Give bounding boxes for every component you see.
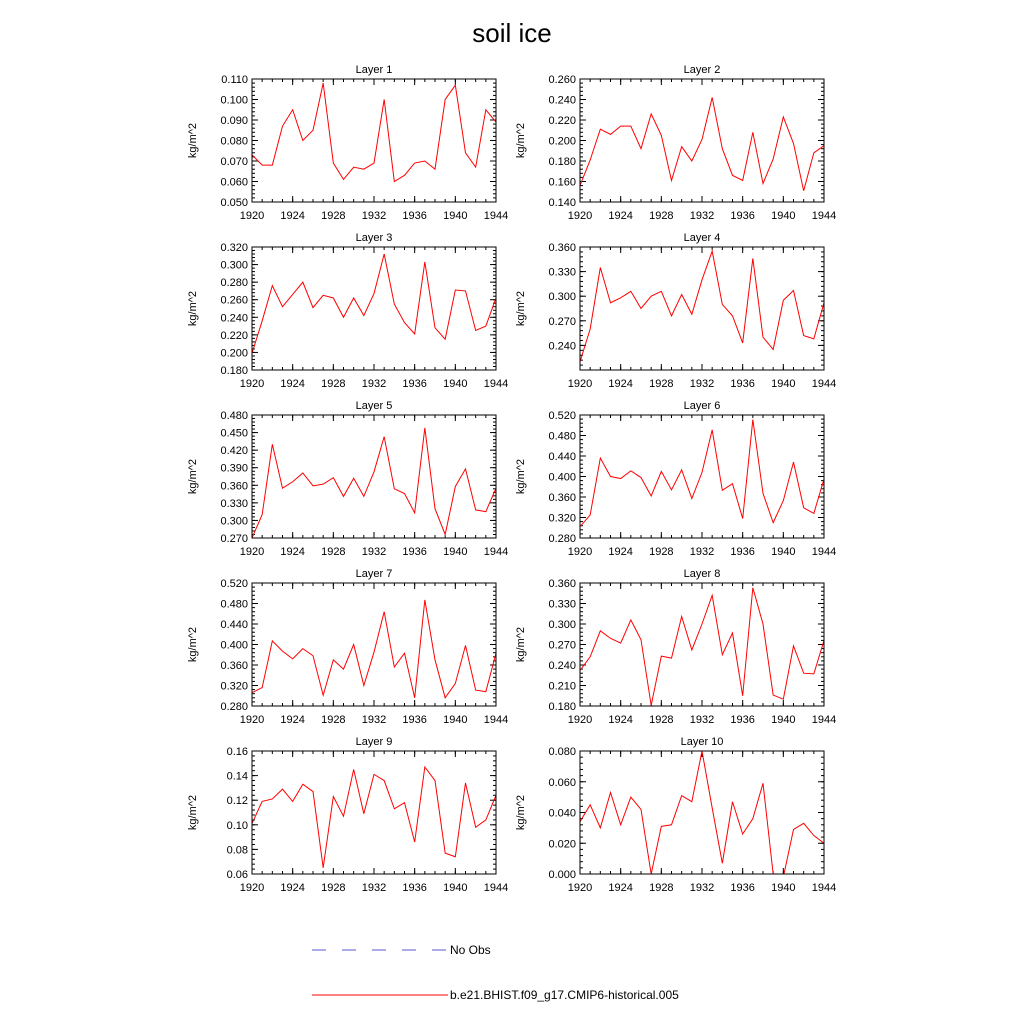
x-tick-label: 1924: [608, 210, 633, 222]
y-axis-label: kg/m^2: [515, 290, 527, 327]
y-tick-label: 0.070: [220, 156, 248, 168]
panel-layer-4: [515, 232, 836, 390]
y-tick-label: 0.240: [548, 340, 576, 353]
panel-title: Layer 5: [355, 400, 393, 412]
y-tick-label: 0.180: [548, 701, 576, 713]
y-tick-label: 0.220: [220, 329, 248, 342]
plot-frame: [580, 247, 824, 370]
x-tick-label: 1944: [811, 714, 837, 726]
panel-title: Layer 9: [355, 736, 393, 748]
y-tick-label: 0.320: [220, 242, 248, 254]
x-tick-label: 1944: [483, 378, 509, 390]
panel-title: Layer 10: [680, 736, 724, 748]
x-tick-label: 1924: [608, 882, 633, 894]
y-tick-label: 0.420: [220, 445, 248, 458]
y-tick-label: 0.330: [548, 266, 576, 279]
x-tick-label: 1920: [567, 378, 593, 390]
x-tick-label: 1920: [567, 882, 593, 894]
y-tick-label: 0.360: [548, 578, 576, 590]
y-axis-label: kg/m^2: [515, 794, 527, 831]
y-tick-label: 0.050: [220, 197, 248, 209]
x-tick-label: 1928: [321, 714, 346, 726]
y-tick-label: 0.360: [548, 242, 576, 254]
x-tick-label: 1928: [649, 546, 674, 558]
x-tick-label: 1932: [689, 210, 715, 222]
x-tick-label: 1936: [730, 546, 755, 558]
y-tick-label: 0.040: [548, 807, 576, 820]
x-tick-label: 1920: [239, 714, 265, 726]
y-axis-label: kg/m^2: [187, 290, 199, 327]
panel-title: Layer 3: [355, 232, 393, 244]
panel-title: Layer 1: [355, 64, 393, 76]
x-tick-label: 1932: [361, 378, 387, 390]
x-tick-label: 1940: [443, 714, 468, 726]
y-tick-label: 0.480: [220, 410, 248, 422]
x-tick-label: 1936: [730, 210, 755, 222]
y-tick-label: 0.080: [220, 135, 248, 148]
plot-frame: [252, 79, 496, 202]
legend-obs-label: No Obs: [450, 943, 491, 957]
y-tick-label: 0.300: [220, 515, 248, 528]
y-tick-label: 0.520: [220, 578, 248, 590]
x-tick-label: 1944: [811, 210, 837, 222]
x-tick-label: 1944: [811, 882, 837, 894]
y-tick-label: 0.320: [548, 512, 576, 525]
y-tick-label: 0.360: [220, 660, 248, 672]
y-tick-label: 0.240: [220, 312, 248, 325]
y-axis-label: kg/m^2: [187, 122, 199, 159]
panel-layer-10: [515, 736, 836, 894]
plot-frame: [580, 583, 824, 706]
y-tick-label: 0.270: [220, 533, 248, 545]
series-line: [580, 251, 824, 362]
y-tick-label: 0.16: [226, 746, 248, 758]
y-tick-label: 0.300: [548, 291, 576, 304]
x-tick-label: 1940: [443, 378, 468, 390]
y-tick-label: 0.06: [226, 869, 248, 881]
x-tick-label: 1932: [689, 378, 715, 390]
series-line: [252, 600, 496, 698]
x-tick-label: 1932: [689, 546, 715, 558]
y-tick-label: 0.400: [548, 471, 576, 484]
y-tick-label: 0.080: [548, 746, 576, 758]
series-line: [580, 751, 824, 877]
x-tick-label: 1920: [567, 546, 593, 558]
y-tick-label: 0.400: [220, 639, 248, 652]
x-tick-label: 1928: [649, 882, 674, 894]
plot-frame: [580, 415, 824, 538]
x-tick-label: 1924: [608, 378, 633, 390]
y-tick-label: 0.060: [220, 176, 248, 189]
x-tick-label: 1928: [321, 882, 346, 894]
y-tick-label: 0.140: [548, 197, 576, 209]
x-tick-label: 1920: [239, 210, 265, 222]
panels: [187, 64, 836, 894]
y-tick-label: 0.480: [220, 598, 248, 611]
y-tick-label: 0.520: [548, 410, 576, 422]
y-tick-label: 0.240: [548, 94, 576, 107]
y-tick-label: 0.060: [548, 776, 576, 789]
panel-layer-3: [187, 232, 508, 390]
series-line: [252, 254, 496, 353]
panel-title: Layer 7: [355, 568, 393, 580]
y-tick-label: 0.200: [220, 347, 248, 360]
y-tick-label: 0.300: [220, 259, 248, 272]
y-tick-label: 0.260: [220, 294, 248, 307]
y-tick-label: 0.180: [220, 365, 248, 377]
x-tick-label: 1944: [483, 882, 509, 894]
panel-layer-5: [187, 400, 508, 558]
y-tick-label: 0.480: [548, 430, 576, 443]
series-line: [252, 83, 496, 181]
panel-layer-7: [187, 568, 508, 726]
x-tick-label: 1940: [771, 714, 796, 726]
x-tick-label: 1932: [361, 546, 387, 558]
series-line: [580, 420, 824, 527]
x-tick-label: 1928: [321, 378, 346, 390]
x-tick-label: 1932: [361, 714, 387, 726]
x-tick-label: 1924: [280, 378, 305, 390]
y-tick-label: 0.320: [220, 680, 248, 693]
x-tick-label: 1936: [402, 210, 427, 222]
x-tick-label: 1944: [811, 378, 837, 390]
y-tick-label: 0.10: [226, 819, 248, 832]
y-tick-label: 0.360: [220, 480, 248, 493]
x-tick-label: 1928: [649, 210, 674, 222]
y-tick-label: 0.200: [548, 135, 576, 148]
x-tick-label: 1940: [771, 210, 796, 222]
x-tick-label: 1924: [608, 546, 633, 558]
y-tick-label: 0.08: [226, 844, 248, 857]
x-tick-label: 1928: [321, 210, 346, 222]
panel-layer-2: [515, 64, 836, 222]
series-line: [580, 588, 824, 706]
y-tick-label: 0.000: [548, 869, 576, 881]
y-tick-label: 0.14: [226, 770, 248, 783]
x-tick-label: 1920: [567, 714, 593, 726]
y-tick-label: 0.110: [221, 74, 248, 86]
plot-frame: [252, 247, 496, 370]
series-line: [580, 97, 824, 190]
x-tick-label: 1924: [280, 210, 305, 222]
y-tick-label: 0.300: [548, 619, 576, 631]
x-tick-label: 1924: [280, 882, 305, 894]
x-tick-label: 1936: [402, 546, 427, 558]
x-tick-label: 1932: [361, 882, 387, 894]
x-tick-label: 1936: [730, 714, 755, 726]
y-tick-label: 0.260: [548, 74, 576, 86]
panel-title: Layer 6: [683, 400, 721, 412]
panel-layer-8: [515, 568, 836, 726]
x-tick-label: 1944: [483, 210, 509, 222]
panel-layer-1: [187, 64, 508, 222]
x-tick-label: 1928: [321, 546, 346, 558]
x-tick-label: 1940: [771, 882, 796, 894]
y-axis-label: kg/m^2: [187, 626, 199, 663]
y-tick-label: 0.100: [220, 94, 248, 107]
x-tick-label: 1932: [689, 714, 715, 726]
panel-title: Layer 2: [683, 64, 721, 76]
y-tick-label: 0.220: [548, 115, 576, 127]
y-tick-label: 0.280: [220, 701, 248, 713]
panel-title: Layer 8: [683, 568, 721, 580]
y-tick-label: 0.440: [220, 619, 248, 631]
x-tick-label: 1944: [811, 546, 837, 558]
x-tick-label: 1924: [280, 714, 305, 726]
y-tick-label: 0.330: [548, 598, 576, 611]
y-axis-label: kg/m^2: [187, 794, 199, 831]
x-tick-label: 1936: [402, 378, 427, 390]
x-tick-label: 1920: [239, 882, 265, 894]
y-tick-label: 0.330: [220, 497, 248, 510]
y-tick-label: 0.160: [548, 176, 576, 189]
x-tick-label: 1940: [443, 882, 468, 894]
y-tick-label: 0.240: [548, 660, 576, 672]
y-tick-label: 0.090: [220, 115, 248, 127]
y-tick-label: 0.270: [548, 639, 576, 652]
y-tick-label: 0.210: [548, 680, 576, 693]
x-tick-label: 1932: [689, 882, 715, 894]
y-axis-label: kg/m^2: [515, 458, 527, 495]
x-tick-label: 1920: [239, 546, 265, 558]
x-tick-label: 1944: [483, 546, 509, 558]
y-tick-label: 0.450: [220, 427, 248, 440]
panel-layer-9: [187, 736, 508, 894]
x-tick-label: 1936: [730, 882, 755, 894]
y-tick-label: 0.180: [548, 156, 576, 168]
x-tick-label: 1920: [239, 378, 265, 390]
y-tick-label: 0.360: [548, 492, 576, 504]
legend: [312, 943, 679, 1002]
x-tick-label: 1940: [771, 546, 796, 558]
y-tick-label: 0.12: [226, 795, 248, 808]
x-tick-label: 1936: [730, 378, 755, 390]
x-tick-label: 1920: [567, 210, 593, 222]
series-line: [252, 428, 496, 538]
legend-model-label: b.e21.BHIST.f09_g17.CMIP6-historical.005: [450, 988, 679, 1002]
plot-frame: [252, 415, 496, 538]
x-tick-label: 1932: [361, 210, 387, 222]
x-tick-label: 1924: [608, 714, 633, 726]
x-tick-label: 1928: [649, 378, 674, 390]
x-tick-label: 1936: [402, 714, 427, 726]
x-tick-label: 1944: [483, 714, 509, 726]
figure-title: soil ice: [472, 18, 552, 48]
y-axis-label: kg/m^2: [187, 458, 199, 495]
x-tick-label: 1940: [771, 378, 796, 390]
y-tick-label: 0.280: [548, 533, 576, 545]
x-tick-label: 1936: [402, 882, 427, 894]
y-tick-label: 0.280: [220, 277, 248, 290]
plot-frame: [252, 751, 496, 874]
x-tick-label: 1940: [443, 210, 468, 222]
y-axis-label: kg/m^2: [515, 122, 527, 159]
x-tick-label: 1924: [280, 546, 305, 558]
y-tick-label: 0.270: [548, 315, 576, 328]
panel-title: Layer 4: [683, 232, 721, 244]
y-axis-label: kg/m^2: [515, 626, 527, 663]
series-line: [252, 767, 496, 868]
x-tick-label: 1940: [443, 546, 468, 558]
y-tick-label: 0.390: [220, 462, 248, 475]
x-tick-label: 1928: [649, 714, 674, 726]
panel-layer-6: [515, 400, 836, 558]
y-tick-label: 0.020: [548, 838, 576, 851]
y-tick-label: 0.440: [548, 451, 576, 463]
plot-frame: [252, 583, 496, 706]
